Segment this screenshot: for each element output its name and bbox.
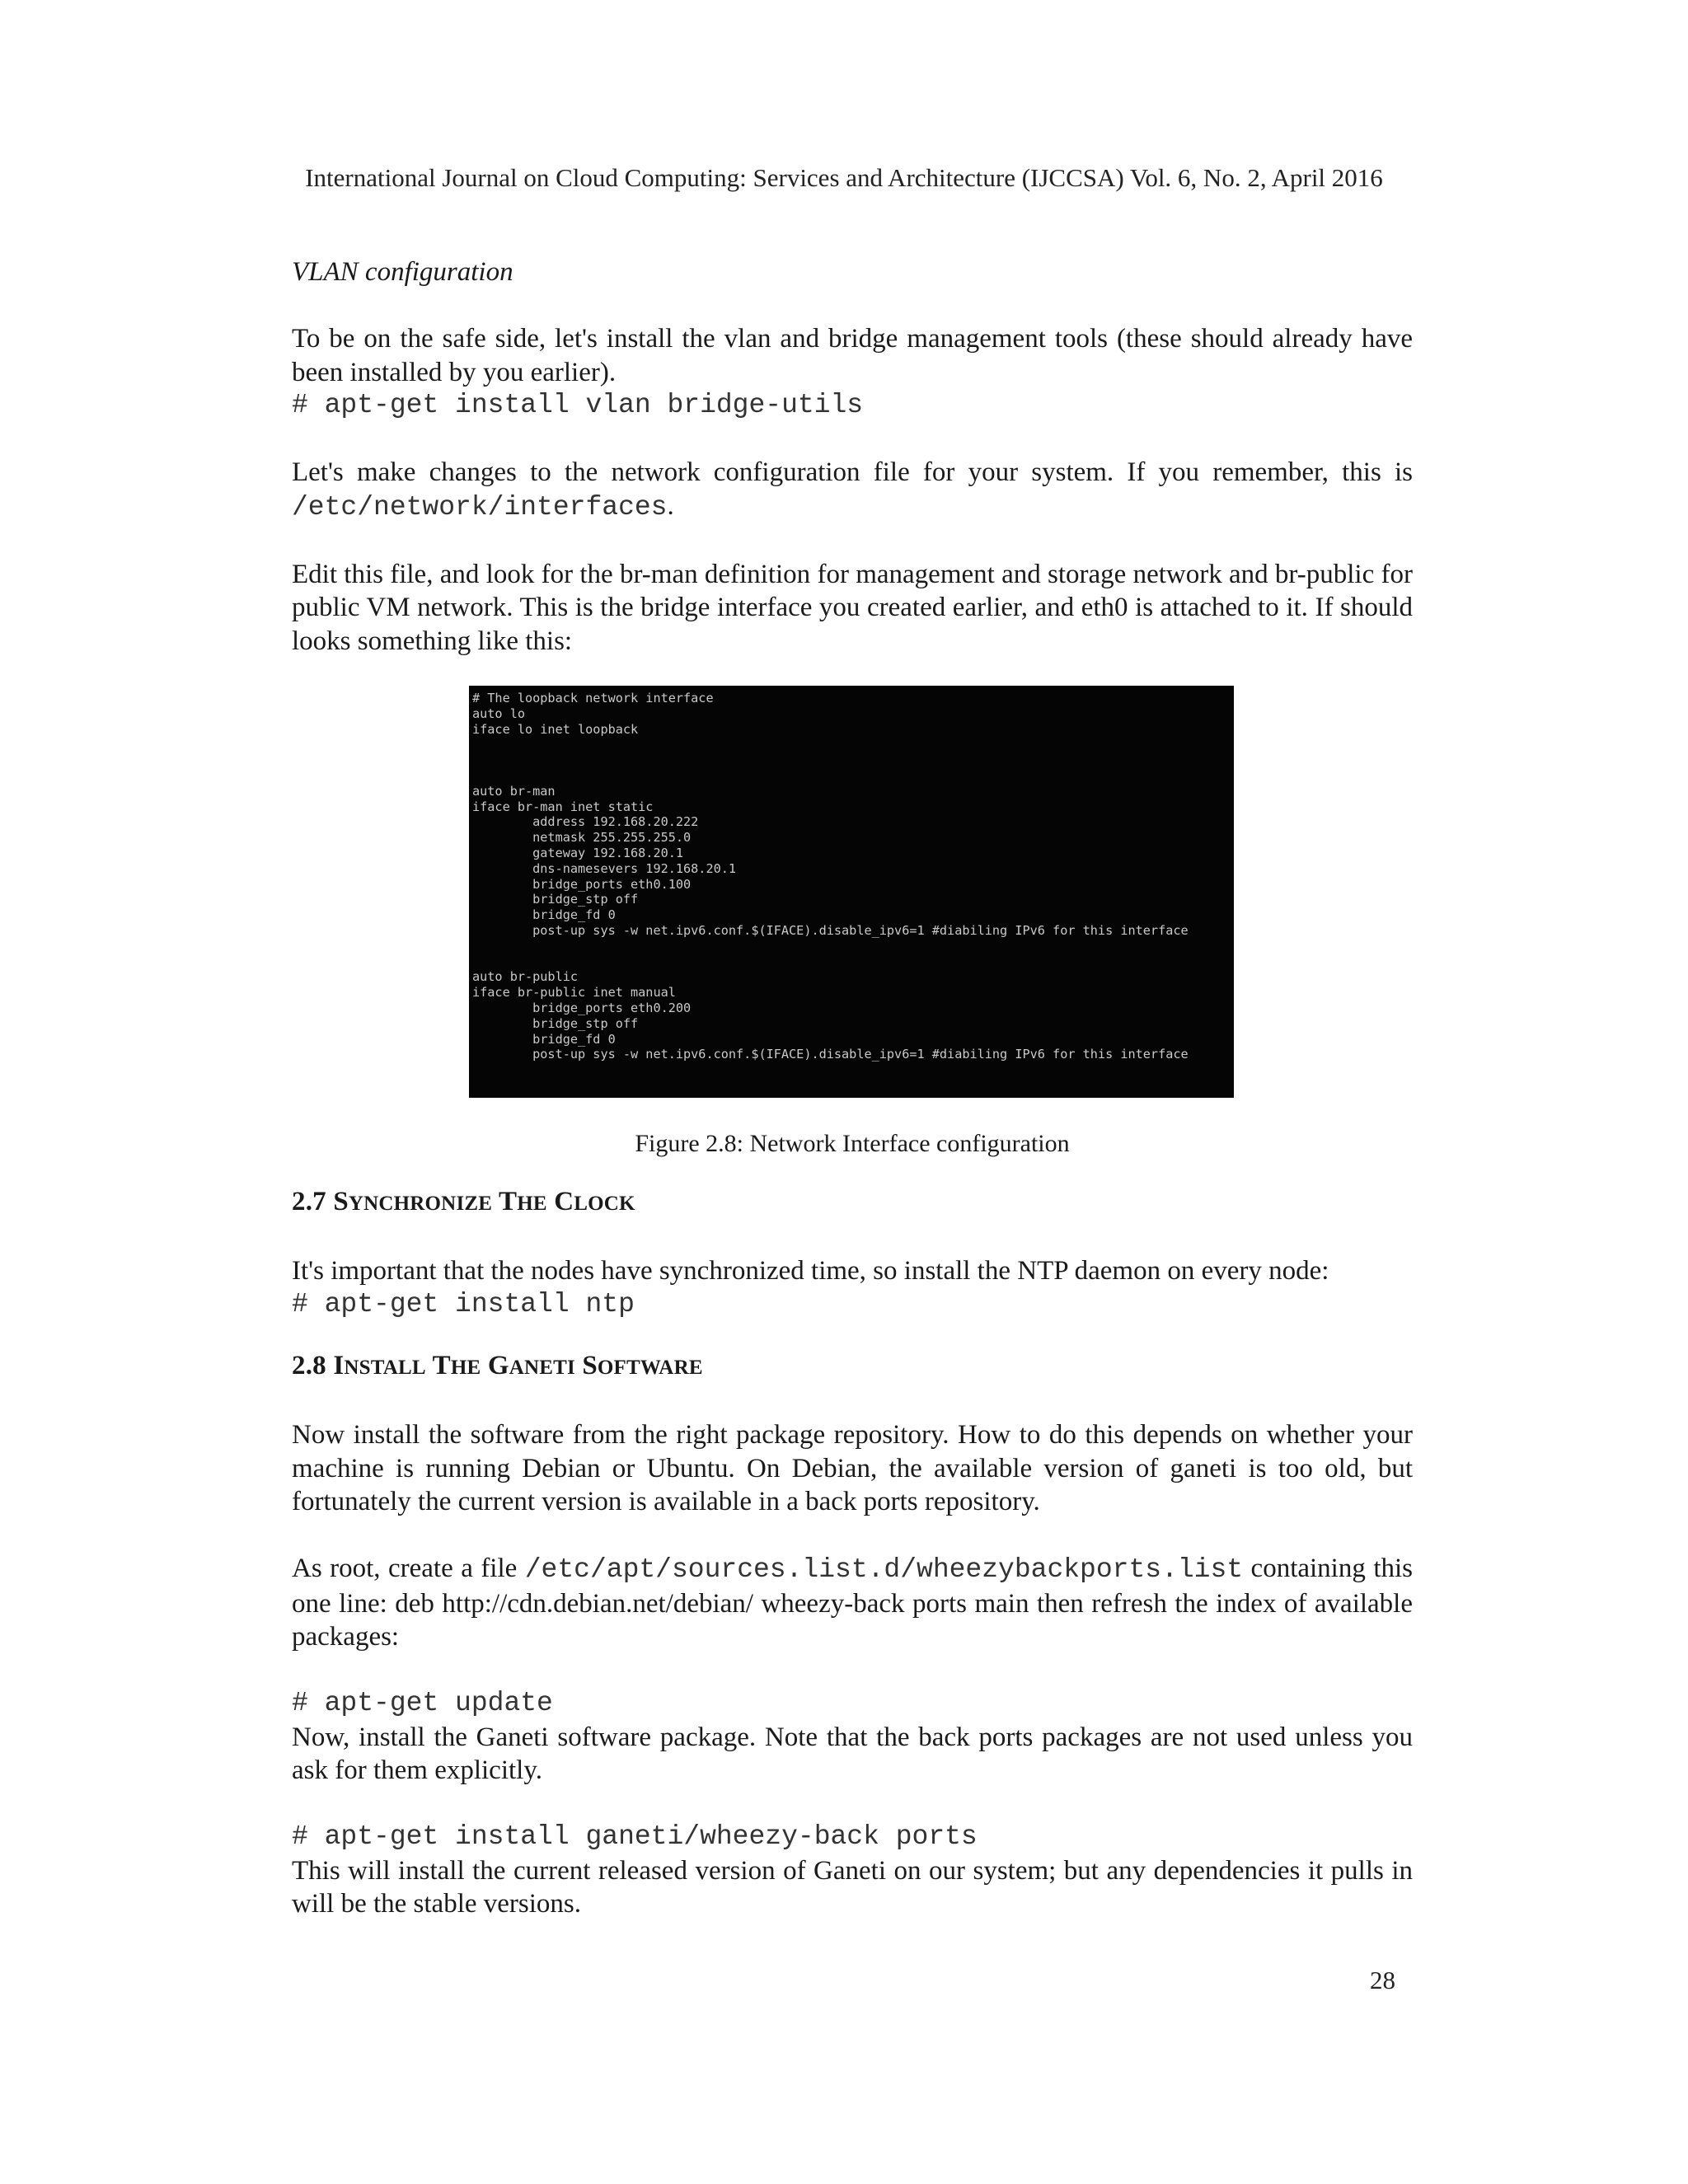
terminal-line: bridge_fd 0 — [472, 1031, 616, 1047]
section-2-8-paragraph-4: This will install the current released version of Ganeti on our system; but any dependencies it pulls in will be the stable versions. — [292, 1855, 1413, 1919]
terminal-line: # The loopback network interface — [472, 691, 714, 705]
vlan-paragraph-2 — [292, 456, 1413, 524]
terminal-line: auto br-public — [472, 969, 579, 985]
terminal-line: post-up sys -w net.ipv6.conf.$(IFACE).disable_ipv6=1 #diabiling IPv6 for this interface — [472, 922, 1189, 938]
terminal-line: bridge_fd 0 — [472, 907, 616, 923]
terminal-line — [472, 752, 1231, 768]
figure-caption: Figure 2.8: Network Interface configuration — [635, 1130, 1070, 1157]
terminal-line: bridge_ports eth0.100 — [472, 876, 692, 892]
section-number: 2.7 — [292, 1187, 326, 1216]
section-heading-2-8 — [292, 1349, 1413, 1385]
figure-network-interface — [292, 686, 1413, 1098]
terminal-line: iface br-man inet static — [472, 799, 654, 814]
terminal-line — [472, 737, 1231, 752]
heading-word: THE — [498, 1187, 547, 1216]
file-path-backports-list: /etc/apt/sources.list.d/wheezybackports.list — [524, 1554, 1244, 1585]
terminal-line — [472, 954, 1231, 970]
command-apt-update: # apt-get update — [292, 1688, 553, 1718]
vlan-paragraph-1: To be on the safe side, let's install the vlan and bridge management tools (these should already have been installed by you earlier). — [292, 324, 1413, 387]
command-install-vlan: # apt-get install vlan bridge-utils — [292, 390, 864, 420]
paragraph-text: . — [667, 490, 674, 521]
terminal-line: gateway 192.168.20.1 — [472, 845, 684, 860]
terminal-line: auto br-man — [472, 783, 556, 799]
terminal-line: dns-namesevers 192.168.20.1 — [472, 860, 737, 876]
terminal-line: iface lo inet loopback — [472, 721, 639, 737]
terminal-line: address 192.168.20.222 — [472, 814, 699, 830]
terminal-line: bridge_stp off — [472, 1015, 639, 1031]
section-2-8-paragraph-2 — [292, 1552, 1413, 1654]
terminal-screenshot — [469, 686, 1234, 1098]
terminal-line: auto lo — [472, 705, 526, 721]
heading-word: SOFTWARE — [582, 1351, 703, 1380]
terminal-line — [472, 939, 1231, 954]
section-2-7-paragraph: It's important that the nodes have synchronized time, so install the NTP daemon on every node: — [292, 1256, 1329, 1286]
page-number: 28 — [1370, 1966, 1395, 1994]
terminal-line: netmask 255.255.255.0 — [472, 830, 692, 846]
section-2-8-paragraph-3: Now, install the Ganeti software package. Note that the back ports packages are not used unless you ask for them explicitly. — [292, 1722, 1413, 1785]
command-install-ganeti: # apt-get install ganeti/wheezy-back ports — [292, 1821, 978, 1852]
heading-word: GANETI — [487, 1351, 575, 1380]
heading-word: CLOCK — [554, 1187, 635, 1216]
command-install-ntp: # apt-get install ntp — [292, 1288, 635, 1319]
section-heading-2-7 — [292, 1185, 1413, 1221]
running-header: International Journal on Cloud Computing: Services and Architecture (IJCCSA) Vol. 6, No. 2, April 2016 — [305, 163, 1383, 192]
terminal-line: post-up sys -w net.ipv6.conf.$(IFACE).disable_ipv6=1 #diabiling IPv6 for this interface — [472, 1047, 1189, 1062]
terminal-line: bridge_stp off — [472, 892, 639, 907]
terminal-line — [472, 768, 1231, 784]
main-content — [292, 255, 1413, 1921]
heading-word: SYNCHRONIZE — [333, 1187, 493, 1216]
vlan-paragraph-3: Edit this file, and look for the br-man definition for management and storage network and br-public for public VM network. This is the bridge interface you created earlier, and eth0 is attached to it. If should looks something like this: — [292, 559, 1413, 656]
terminal-line: iface br-public inet manual — [472, 985, 676, 1001]
heading-word: THE — [432, 1351, 481, 1380]
paragraph-text: Let's make changes to the network configuration file for your system. If you remember, this is — [292, 457, 1413, 487]
heading-word: INSTALL — [333, 1351, 426, 1380]
paragraph-text: containing this one line: deb http://cdn.debian.net/debian/ wheezy-back ports main then refresh the index of available packages: — [292, 1554, 1413, 1652]
section-number: 2.8 — [292, 1351, 326, 1380]
file-path-interfaces: /etc/network/interfaces — [292, 491, 668, 523]
terminal-line: bridge_ports eth0.200 — [472, 1000, 692, 1015]
vlan-subheading: VLAN configuration — [292, 257, 513, 287]
paragraph-text: As root, create a file — [292, 1554, 525, 1583]
section-2-8-paragraph-1: Now install the software from the right package repository. How to do this depends on whether your machine is running Debian or Ubuntu. On Debian, the available version of ganeti is too old, but fortunately the current version is available in a back ports repository. — [292, 1420, 1413, 1516]
